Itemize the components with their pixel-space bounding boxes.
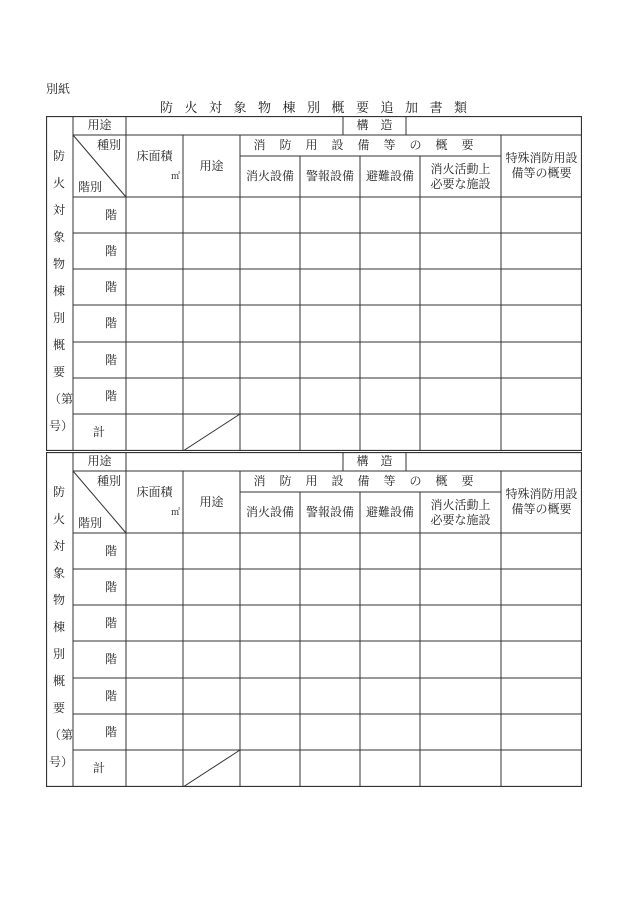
area-unit: ㎡ xyxy=(171,172,181,182)
col-firefighting-text: 消火活動上 必要な施設 xyxy=(430,497,491,527)
floor-label-text: 階別 xyxy=(77,515,102,530)
use-label xyxy=(73,452,126,471)
col-alarm-text: 警報設備 xyxy=(305,505,354,519)
floor-row-label-text: 階 xyxy=(104,688,117,703)
col-alarm-text: 警報設備 xyxy=(305,169,354,183)
side-label-char: 概 xyxy=(52,338,65,352)
floor-row-label-text: 階 xyxy=(104,724,117,739)
total-diagonal xyxy=(183,750,240,787)
side-label-char: 別 xyxy=(52,647,65,661)
floor-row-label xyxy=(94,641,128,678)
structure-label-text: 構 造 xyxy=(356,118,393,132)
total-diagonal xyxy=(183,414,240,451)
use-column-label-text: 用途 xyxy=(199,158,224,173)
floor-row-label xyxy=(94,378,128,414)
side-label-char: 別 xyxy=(52,311,65,325)
side-label-char: 象 xyxy=(52,566,65,580)
facilities-header-text: 消防用設備等の概要 xyxy=(253,474,488,488)
side-label-char: 要 xyxy=(52,701,65,715)
floor-label xyxy=(74,180,106,194)
facilities-header xyxy=(240,135,501,156)
col-alarm xyxy=(300,156,360,197)
floor-row-label-text: 階 xyxy=(104,279,117,294)
floor-row-label-text: 階 xyxy=(104,352,117,367)
floor-row-label-text: 階 xyxy=(104,579,117,594)
floor-row-label-text: 階 xyxy=(104,652,117,666)
floor-label xyxy=(74,516,106,530)
side-label-char: 棟 xyxy=(52,620,65,634)
type-label-text: 種別 xyxy=(96,473,121,488)
floor-row-label-text: 階 xyxy=(104,207,117,222)
page-title: 防火対象物棟別概要追加書類 xyxy=(160,101,479,116)
total-row-label xyxy=(73,750,125,787)
floor-row-label xyxy=(94,342,128,378)
col-evacuation xyxy=(360,492,420,533)
total-row-label-text: 計 xyxy=(92,425,105,439)
side-label-char: （第 xyxy=(49,728,74,742)
side-label-char: 防 xyxy=(52,485,65,499)
side-label-char: 物 xyxy=(52,593,65,607)
use-label-text: 用途 xyxy=(87,454,112,468)
floor-row-label xyxy=(94,197,128,233)
side-label-char: 要 xyxy=(52,365,65,379)
floor-row-label-text: 階 xyxy=(104,388,117,403)
col-evacuation-text: 避難設備 xyxy=(365,505,414,519)
floor-row-label xyxy=(94,605,128,641)
side-label-char: 防 xyxy=(52,149,65,163)
side-label-char: 対 xyxy=(52,539,65,553)
side-label-char: 概 xyxy=(52,674,65,688)
floor-row-label xyxy=(94,714,128,750)
side-label-char: 火 xyxy=(52,176,65,190)
floor-row-label xyxy=(94,533,128,569)
facilities-header xyxy=(240,471,501,492)
building-summary-table-1 xyxy=(46,116,582,451)
area-label-text: 床面積 xyxy=(136,484,173,499)
col-fire-extinguishing xyxy=(240,492,300,533)
type-label xyxy=(94,474,124,488)
col-special xyxy=(501,135,582,197)
side-label-char: 号） xyxy=(49,419,74,433)
use-label xyxy=(73,116,126,135)
col-alarm xyxy=(300,492,360,533)
col-firefighting xyxy=(420,492,501,533)
area-label xyxy=(126,482,183,502)
structure-label-text: 構 造 xyxy=(356,454,393,468)
col-special xyxy=(501,471,582,533)
area-label xyxy=(126,146,183,166)
structure-label xyxy=(343,452,406,471)
col-firefighting-text: 消火活動上 必要な施設 xyxy=(430,161,491,191)
col-special-text: 特殊消防用設 備等の概要 xyxy=(505,487,578,516)
use-column-label xyxy=(183,135,240,197)
side-label-char: 象 xyxy=(52,230,65,244)
side-label-char: 対 xyxy=(52,203,65,217)
attachment-note: 別紙 xyxy=(46,82,71,96)
side-label-char: 火 xyxy=(52,512,65,526)
floor-row-label-text: 階 xyxy=(104,543,117,558)
type-label xyxy=(94,138,124,152)
floor-row-label xyxy=(94,678,128,714)
col-fire-extinguishing-text: 消火設備 xyxy=(245,169,294,183)
floor-row-label-text: 階 xyxy=(104,243,117,258)
use-label-text: 用途 xyxy=(87,118,112,132)
floor-row-label-text: 階 xyxy=(104,316,117,330)
floor-row-label xyxy=(94,269,128,305)
col-firefighting xyxy=(420,156,501,197)
floor-label-text: 階別 xyxy=(77,179,102,194)
col-evacuation xyxy=(360,156,420,197)
structure-label xyxy=(343,116,406,135)
floor-row-label xyxy=(94,305,128,342)
col-evacuation-text: 避難設備 xyxy=(365,169,414,183)
floor-row-label xyxy=(94,569,128,605)
total-row-label-text: 計 xyxy=(92,761,105,775)
building-summary-table-2 xyxy=(46,452,582,787)
use-column-label-text: 用途 xyxy=(199,494,224,509)
area-unit: ㎡ xyxy=(171,508,181,518)
side-label-char: 棟 xyxy=(52,284,65,298)
side-label-char: 物 xyxy=(52,257,65,271)
facilities-header-text: 消防用設備等の概要 xyxy=(253,138,488,152)
side-label-char: 号） xyxy=(49,755,74,769)
area-label-text: 床面積 xyxy=(136,148,173,163)
col-fire-extinguishing xyxy=(240,156,300,197)
col-fire-extinguishing-text: 消火設備 xyxy=(245,505,294,519)
total-row-label xyxy=(73,414,125,451)
col-special-text: 特殊消防用設 備等の概要 xyxy=(505,151,578,180)
floor-row-label-text: 階 xyxy=(104,615,117,630)
floor-row-label xyxy=(94,233,128,269)
side-label-char: （第 xyxy=(49,392,74,406)
use-column-label xyxy=(183,471,240,533)
type-label-text: 種別 xyxy=(96,137,121,152)
